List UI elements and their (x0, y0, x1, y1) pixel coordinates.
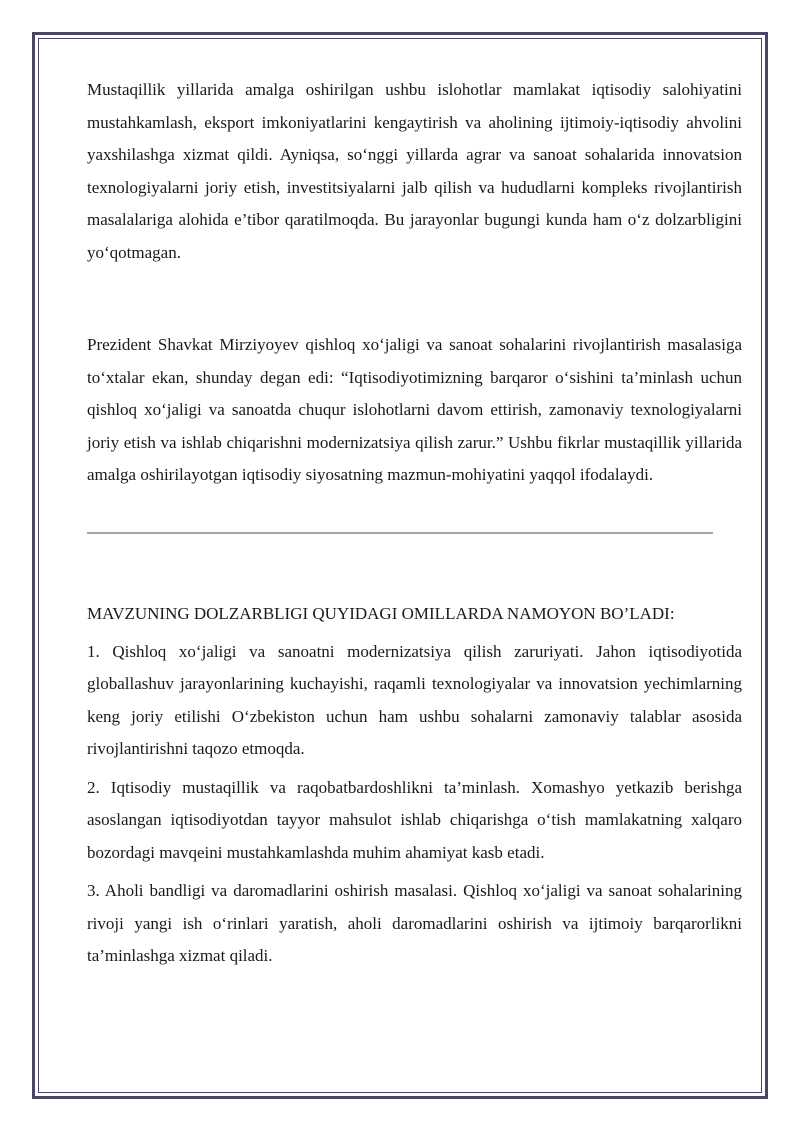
section-heading: MAVZUNING DOLZARBLIGI QUYIDAGI OMILLARDA NAMOYON BO’LADI: (87, 603, 675, 623)
list-item-3: 3. Aholi bandligi va daromadlarini oshirish masalasi. Qishloq xo‘jaligi va sanoat sohalarining rivoji yangi ish o‘rinlari yaratish, aholi daromadlarini oshirish va ijtimoiy barqarorlikni ta’minlashga xizmat qiladi. (87, 881, 742, 965)
document-body (87, 74, 742, 979)
horizontal-divider (87, 532, 713, 534)
list-item-2: 2. Iqtisodiy mustaqillik va raqobatbardoshlikni ta’minlash. Xomashyo yetkazib berishga asoslangan iqtisodiyotdan tayyor mahsulot ishlab chiqarishga o‘tish mamlakatning xalqaro bozordagi mavqeini mustahkamlashda muhim ahamiyat kasb etadi. (87, 777, 742, 862)
intro-paragraph: Mustaqillik yillarida amalga oshirilgan ushbu islohotlar mamlakat iqtisodiy salohiyatini mustahkamlash, eksport imkoniyatlarini kengaytirish va aholining ijtimoiy-iqtisodiy ahvolini yaxshilashga xizmat qildi. Ayniqsa, so‘nggi yillarda agrar va sanoat sohalarida innovatsion texnologiyalarni joriy etish, investitsiyalarni jalb qilish va hududlarni kompleks rivojlantirish masalalariga alohida e’tibor qaratilmoqda. Bu jarayonlar bugungi kunda ham o‘z dolzarbligini yo‘qotmagan. (87, 80, 742, 262)
quote-paragraph: Prezident Shavkat Mirziyoyev qishloq xo‘jaligi va sanoat sohalarini rivojlantirish masalasiga to‘xtalar ekan, shunday degan edi: “Iqtisodiyotimizning barqaror o‘sishini ta’minlash uchun qishloq xo‘jaligi va sanoatda chuqur islohotlarni davom ettirish, zamonaviy texnologiyalarni joriy etish va ishlab chiqarishni modernizatsiya qilish zarur.” Ushbu fikrlar mustaqillik yillarida amalga oshirilayotgan iqtisodiy siyosatning mazmun-mohiyatini yaqqol ifodalaydi. (87, 335, 742, 484)
list-item-1: 1. Qishloq xo‘jaligi va sanoatni modernizatsiya qilish zaruriyati. Jahon iqtisodiyotida globallashuv jarayonlarining kuchayishi, raqamli texnologiyalar va innovatsion yechimlarning keng joriy etilishi O‘zbekiston uchun ham ushbu sohalarni zamonaviy talablar asosida rivojlantirishni taqozo etmoqda. (87, 641, 742, 758)
